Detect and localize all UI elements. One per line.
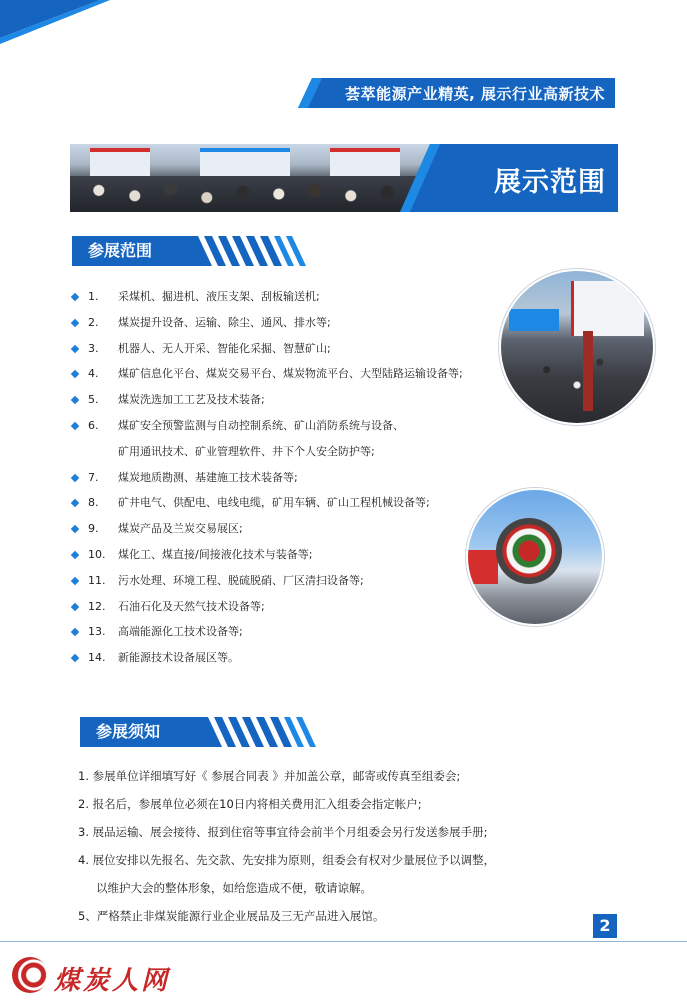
- list-item: 7. 煤炭地质勘测、基建施工技术装备等;: [72, 465, 492, 491]
- list-item: 4. 展位安排以先报名、先交款、先安排为原则，组委会有权对少量展位予以调整，: [78, 853, 496, 867]
- diamond-bullet-icon: [71, 396, 79, 404]
- list-item: 以维护大会的整体形象，如给您造成不便，敬请谅解。: [96, 881, 372, 895]
- site-logo: [6, 955, 176, 995]
- notice-list: [78, 765, 638, 928]
- diamond-bullet-icon: [71, 293, 79, 301]
- page-number: 2: [593, 914, 617, 938]
- list-item: 13. 高端能源化工技术设备等;: [72, 619, 492, 645]
- exhibition-crowd-photo: [70, 144, 430, 212]
- corner-decoration: [0, 0, 110, 44]
- notice-section-header: [80, 717, 260, 747]
- list-item: 9. 煤炭产品及兰炭交易展区;: [72, 516, 492, 542]
- notice-section-title: 参展须知: [80, 717, 208, 747]
- slogan-banner: [298, 78, 615, 108]
- hero-banner: [70, 144, 618, 212]
- diamond-bullet-icon: [71, 577, 79, 585]
- diamond-bullet-icon: [71, 628, 79, 636]
- list-item: 11. 污水处理、环境工程、脱硫脱硝、厂区清扫设备等;: [72, 568, 492, 594]
- list-item: 3. 机器人、无人开采、智能化采掘、智慧矿山;: [72, 336, 492, 362]
- slogan-text: 荟萃能源产业精英, 展示行业高新技术: [345, 85, 605, 103]
- stripe-decoration: [192, 717, 342, 747]
- list-item: 1. 采煤机、掘进机、液压支架、刮板输送机;: [72, 284, 492, 310]
- turbine-exhibit-photo: [466, 488, 604, 626]
- list-item: 5. 煤炭洗选加工工艺及技术装备;: [72, 387, 492, 413]
- diamond-bullet-icon: [71, 473, 79, 481]
- diamond-bullet-icon: [71, 370, 79, 378]
- list-item: 14. 新能源技术设备展区等。: [72, 645, 492, 671]
- list-item: 12. 石油石化及天然气技术设备等;: [72, 594, 492, 620]
- scope-section-title: 参展范围: [72, 236, 198, 266]
- list-item: 6. 煤矿安全预警监测与自动控制系统、矿山消防系统与设备、 矿用通讯技术、矿业管理软件、井下个人安全防护等;: [72, 413, 492, 465]
- diamond-bullet-icon: [71, 319, 79, 327]
- logo-text: 煤炭人网: [54, 966, 171, 996]
- scope-section-header: [72, 236, 252, 266]
- list-item: 10. 煤化工、煤直接/间接液化技术与装备等;: [72, 542, 492, 568]
- diamond-bullet-icon: [71, 551, 79, 559]
- diamond-bullet-icon: [71, 344, 79, 352]
- list-item: 2. 煤炭提升设备、运输、除尘、通风、排水等;: [72, 310, 492, 336]
- footer-divider: [0, 941, 687, 942]
- list-item: 1. 参展单位详细填写好《 参展合同表 》并加盖公章，邮寄或传真至组委会;: [78, 769, 461, 783]
- exhibition-aerial-photo: [499, 269, 655, 425]
- diamond-bullet-icon: [71, 499, 79, 507]
- diamond-bullet-icon: [71, 525, 79, 533]
- list-item: 2. 报名后，参展单位必须在10日内将相关费用汇入组委会指定帐户;: [78, 797, 422, 811]
- diamond-bullet-icon: [71, 422, 79, 430]
- list-item: 4. 煤矿信息化平台、煤炭交易平台、煤炭物流平台、大型陆路运输设备等;: [72, 361, 492, 387]
- scope-list: [72, 284, 492, 671]
- diamond-bullet-icon: [71, 654, 79, 662]
- logo-mark-icon: [12, 957, 48, 993]
- hero-title: 展示范围: [494, 167, 606, 198]
- list-item: 8. 矿井电气、供配电、电线电缆，矿用车辆、矿山工程机械设备等;: [72, 490, 492, 516]
- list-item: 3. 展品运输、展会接待、报到住宿等事宜待会前半个月组委会另行发送参展手册;: [78, 825, 488, 839]
- diamond-bullet-icon: [71, 602, 79, 610]
- stripe-decoration: [182, 236, 332, 266]
- list-item: 5、严格禁止非煤炭能源行业企业展品及三无产品进入展馆。: [78, 909, 385, 923]
